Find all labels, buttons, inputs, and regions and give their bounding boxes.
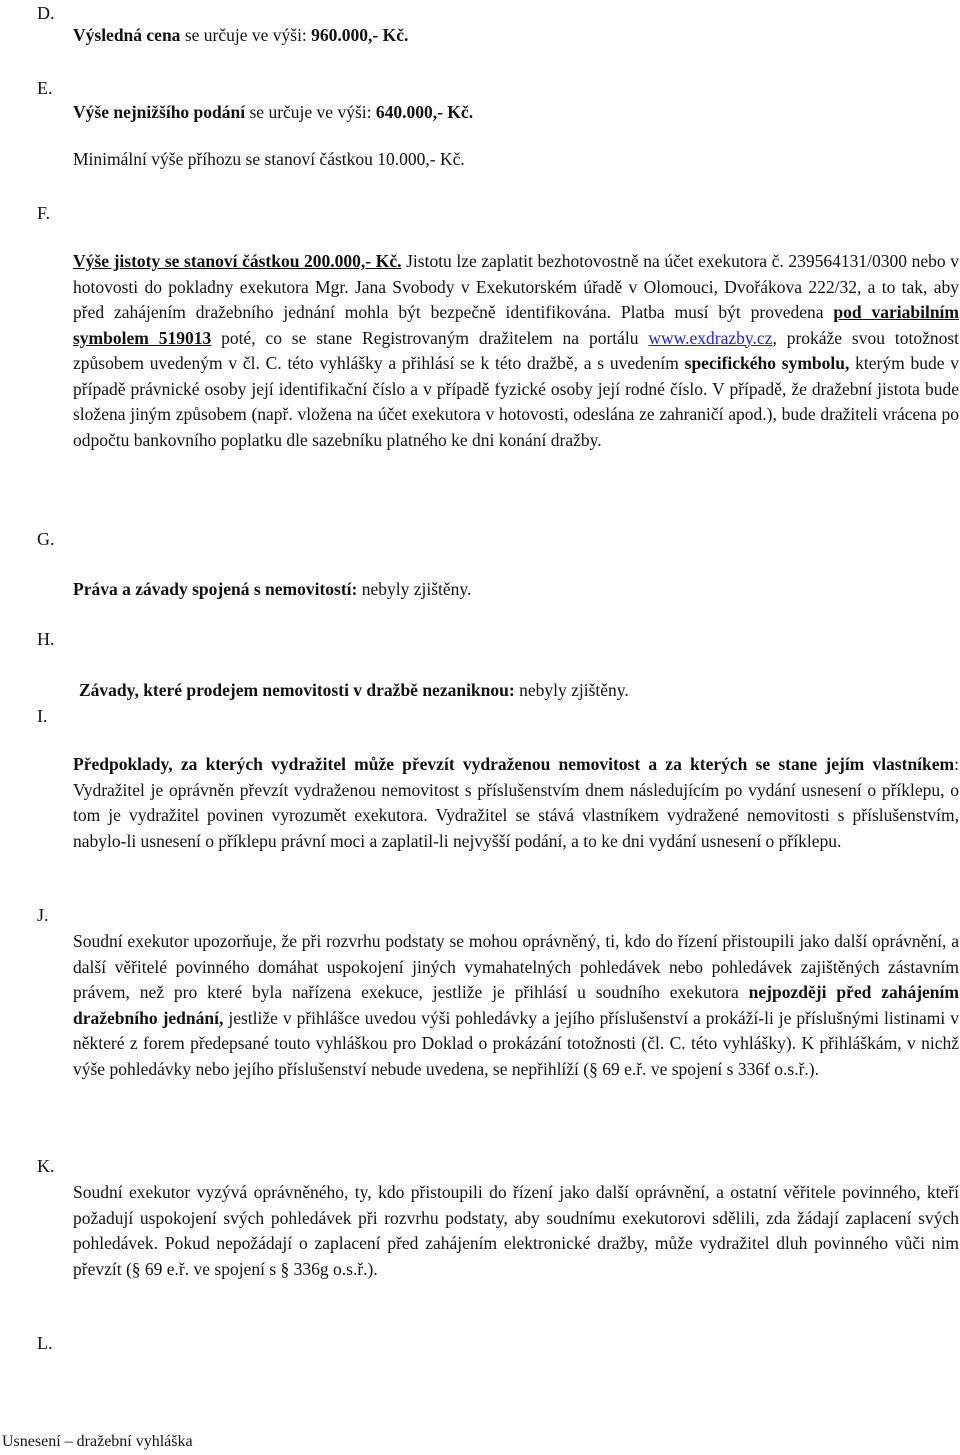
- lowest-bid-label: Výše nejnižšího podání: [73, 102, 246, 122]
- creditor-claims-deadline: nejpozději před zahájením dražebního jednání,: [73, 982, 959, 1028]
- deposit-paragraph: [73, 249, 959, 453]
- section-letter-i: I.: [37, 706, 48, 726]
- section-letter-f: F.: [37, 203, 51, 223]
- lowest-bid-text: se určuje ve výši:: [245, 102, 376, 122]
- rights-defects-label: Práva a závady spojená s nemovitostí:: [73, 579, 358, 599]
- ownership-label: Předpoklady, za kterých vydražitel může převzít vydraženou nemovitost a za kterých se stane jejím vlastníkem: [73, 754, 955, 774]
- creditor-claims-paragraph: [73, 929, 959, 1082]
- minimum-increment-line: Minimální výše příhozu se stanoví částkou 10.000,- Kč.: [73, 149, 465, 169]
- final-price-text: se určuje ve výši:: [180, 25, 312, 45]
- ownership-text: : Vydražitel je oprávněn převzít vydraženou nemovitost s příslušenstvím dnem následujícím po vydání usnesení o příklepu, o tom je vydražitel povinen vyrozumět exekutora. Vydražitel se stává vlastníkem vydražené nemovitosti s příslušenstvím, nabylo-li usnesení o příklepu právní moci a zaplatil-li nejvyšší podání, a to ke dni vydání usnesení o příklepu.: [73, 754, 959, 851]
- section-letter-h: H.: [37, 629, 55, 649]
- persisting-defects-text: nebyly zjištěny.: [514, 680, 629, 700]
- section-letter-j: J.: [37, 905, 49, 925]
- specific-symbol: specifického symbolu,: [684, 353, 850, 373]
- persisting-defects-label: Závady, které prodejem nemovitosti v dražbě nezaniknou:: [79, 680, 515, 700]
- creditor-call-paragraph: Soudní exekutor vyzývá oprávněného, ty, kdo přistoupili do řízení jako další oprávnění, a ostatní věřitele povinného, kteří požadují uspokojení svých pohledávek při rozvrhu podstaty, aby soudnímu exekutorovi sdělili, zda žádají zaplacení svých pohledávek. Pokud nepožádají o zaplacení před zahájením elektronické dražby, může vydražitel dluh povinného vůči nim převzít (§ 69 e.ř. ve spojení s § 336g o.s.ř.).: [73, 1182, 959, 1279]
- rights-defects-line: [73, 578, 471, 600]
- ownership-paragraph: [73, 752, 959, 854]
- portal-link-domain[interactable]: .cz: [752, 327, 773, 348]
- page-footer: Usnesení – dražební vyhláška: [2, 1433, 193, 1450]
- section-letter-g: G.: [37, 529, 55, 549]
- final-price-value: 960.000,- Kč.: [311, 25, 409, 45]
- deposit-text-3: , prokáže svou totožnost způsobem uvedeným v čl. C. této vyhlášky a přihlásí se k této dražbě, a s uvedením: [73, 327, 960, 373]
- section-letter-e: E.: [37, 78, 53, 98]
- portal-link[interactable]: www.exdrazby: [648, 327, 753, 348]
- lowest-bid-line: [73, 101, 473, 123]
- deposit-amount: Výše jistoty se stanoví částkou 200.000,- Kč.: [73, 251, 402, 271]
- persisting-defects-line: [79, 679, 629, 701]
- creditor-claims-text-2: jestliže v přihlášce uvedou výši pohledávky a jejího příslušenství a prokáží-li je příslušnými listinami v některé z forem předepsané touto vyhláškou pro Doklad o prokázání totožnosti (čl. C. této vyhlášky). K přihláškám, v nichž výše pohledávky nebo jejího příslušenství nebude uvedena, se nepřihlíží (§ 69 e.ř. ve spojení s 336f o.s.ř.).: [73, 1007, 959, 1079]
- variable-symbol: pod variabilním symbolem 519013: [73, 302, 959, 348]
- deposit-text-4: kterým bude v případě právnické osoby její identifikační číslo a v případě fyzické osoby její rodné číslo. V případě, že dražební jistota bude složena jiným způsobem (např. vložena na účet exekutora v hotovosti, odeslána ze zahraničí apod.), bude dražiteli vrácena po odpočtu bankovního poplatku dle sazebníku platného ke dni konání dražby.: [73, 353, 959, 450]
- lowest-bid-value: 640.000,- Kč.: [375, 102, 474, 122]
- deposit-text-2: poté, co se stane Registrovaným dražitelem na portálu: [211, 327, 649, 348]
- final-price-line: [73, 24, 408, 46]
- final-price-label: Výsledná cena: [73, 25, 181, 45]
- section-letter-k: K.: [37, 1156, 55, 1176]
- section-letter-l: L.: [37, 1333, 53, 1353]
- deposit-text-1: Jistotu lze zaplatit bezhotovostně na účet exekutora č. 239564131/0300 nebo v hotovosti do pokladny exekutora Mgr. Jana Svobody v Exekutorském úřadě v Olomouci, Dvořákova 222/32, a to tak, aby před zahájením dražebního jednání mohla být bezpečně identifikována. Platba musí být provedena: [73, 251, 959, 322]
- creditor-claims-text-1: Soudní exekutor upozorňuje, že při rozvrhu podstaty se mohou oprávněný, ti, kdo do řízení přistoupili jako další oprávnění, a další věřitelé povinného domáhat uspokojení jiných vymahatelných pohledávek nebo pohledávek zajištěných zástavním právem, než pro které byla nařízena exekuce, jestliže je přihlásí u soudního exekutora: [73, 931, 959, 1002]
- rights-defects-text: nebyly zjištěny.: [357, 579, 472, 599]
- section-letter-d: D.: [37, 3, 55, 23]
